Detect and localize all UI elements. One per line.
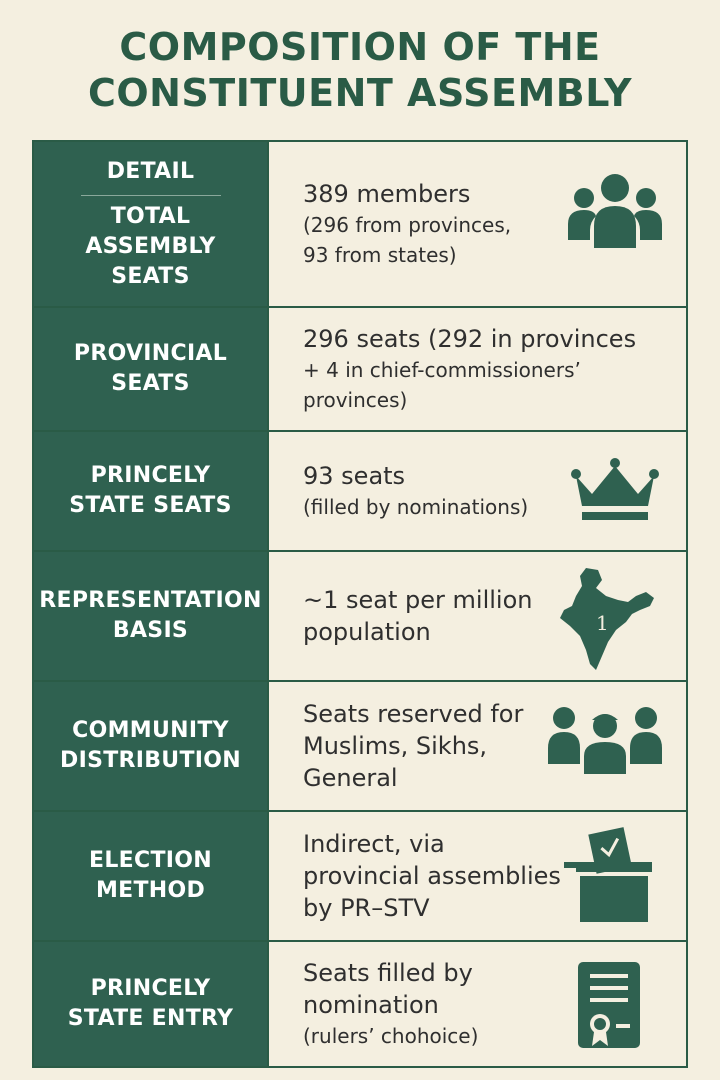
crown-icon xyxy=(570,458,660,524)
table-row xyxy=(34,682,686,812)
row-label-cell xyxy=(34,812,269,940)
row-value-line: 93 from states) xyxy=(303,243,457,267)
row-value-line: 389 members xyxy=(303,180,471,208)
row-label-cell xyxy=(34,142,269,306)
row-label-line: METHOD xyxy=(95,878,206,903)
row-value-line: by PR–STV xyxy=(303,894,430,922)
row-value-line: provincial assemblies xyxy=(303,862,561,890)
row-value-line: Seats reserved for xyxy=(303,700,524,728)
row-value-line: (filled by nominations) xyxy=(303,495,529,519)
table-row xyxy=(34,142,686,308)
row-value-line: Muslims, Sikhs, xyxy=(303,732,488,760)
page-title xyxy=(0,24,720,116)
row-label-cell xyxy=(34,552,269,680)
map-number-text: 1 xyxy=(596,611,609,635)
title-line-1: COMPOSITION OF THE xyxy=(119,25,601,69)
india-map-icon xyxy=(556,566,656,674)
people-group-icon xyxy=(566,172,664,252)
row-value-line: provinces) xyxy=(303,388,408,412)
header-label: DETAIL xyxy=(106,158,195,184)
row-value-line: (rulers’ chohoice) xyxy=(303,1024,479,1048)
header-divider xyxy=(81,195,221,196)
row-label-line: PROVINCIAL xyxy=(73,341,228,366)
row-value-line: General xyxy=(303,764,398,792)
certificate-icon xyxy=(576,960,642,1052)
row-value-line: nomination xyxy=(303,991,439,1019)
table-row xyxy=(34,942,686,1066)
row-value-line: 93 seats xyxy=(303,462,406,490)
row-label-line: TOTAL xyxy=(110,203,191,229)
community-people-icon xyxy=(546,704,664,776)
row-value-line: population xyxy=(303,618,431,646)
table-row xyxy=(34,552,686,682)
row-label-cell xyxy=(34,308,269,430)
row-label-line: BASIS xyxy=(112,618,189,643)
row-value-line: + 4 in chief-commissioners’ xyxy=(303,358,581,382)
row-value-line: Indirect, via xyxy=(303,830,445,858)
row-value-line: (296 from provinces, xyxy=(303,213,512,237)
row-label-line: COMMUNITY xyxy=(72,718,229,743)
row-label-line: REPRESENTATION xyxy=(39,588,262,613)
row-label-line: STATE ENTRY xyxy=(67,1006,234,1031)
row-label-cell xyxy=(34,682,269,810)
row-value-line: Seats filled by xyxy=(303,959,473,987)
row-label-line: SEATS xyxy=(111,263,190,289)
row-value-line: 296 seats (292 in provinces xyxy=(303,325,637,353)
row-label-line: SEATS xyxy=(111,371,190,396)
row-value-line: ~1 seat per million xyxy=(303,586,533,614)
row-label-cell xyxy=(34,942,269,1066)
row-value-cell xyxy=(269,308,686,430)
composition-table xyxy=(32,140,688,1068)
row-label-line: ELECTION xyxy=(89,848,212,873)
table-row xyxy=(34,308,686,432)
title-line-2: CONSTITUENT ASSEMBLY xyxy=(87,71,633,115)
row-label-cell xyxy=(34,432,269,550)
table-row xyxy=(34,432,686,552)
row-label-line: PRINCELY xyxy=(90,976,211,1001)
row-label-line: DISTRIBUTION xyxy=(60,748,241,773)
row-label-line: ASSEMBLY xyxy=(85,233,216,259)
row-label-line: PRINCELY xyxy=(90,463,211,488)
table-row xyxy=(34,812,686,942)
ballot-box-icon xyxy=(562,826,658,926)
row-label-line: STATE SEATS xyxy=(69,493,232,518)
